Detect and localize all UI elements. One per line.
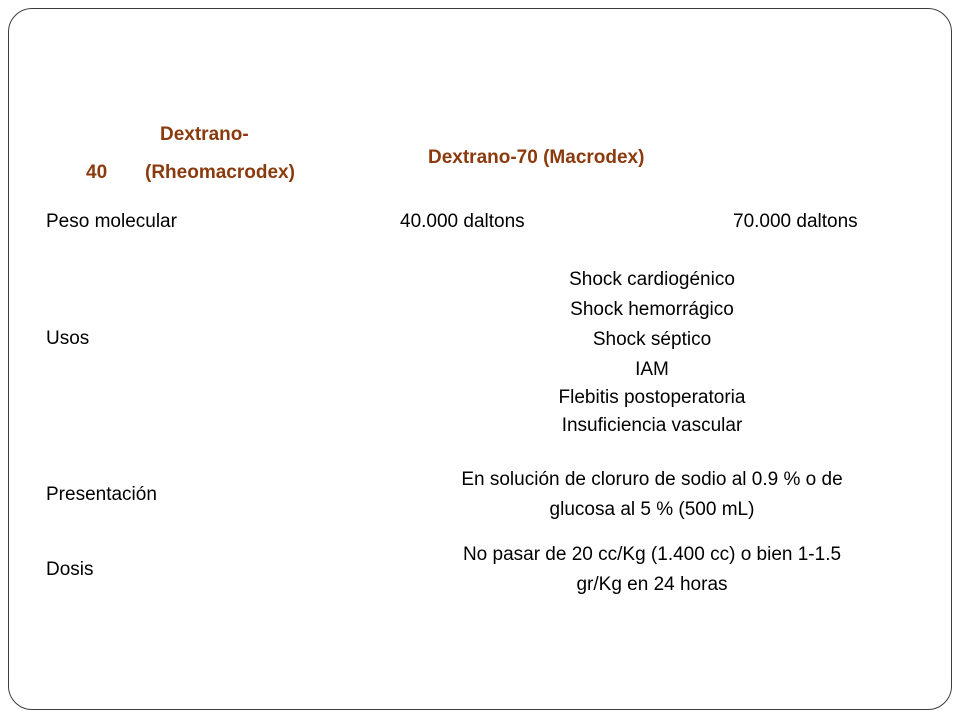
presentacion-text-line2: glucosa al 5 % (500 mL) [549, 499, 755, 520]
peso-dextrano-70: 70.000 daltons [733, 211, 858, 232]
usos-item: IAM [635, 359, 669, 380]
row-label-usos: Usos [46, 328, 90, 349]
header-dextrano-40-number: 40 [86, 162, 108, 183]
peso-dextrano-40: 40.000 daltons [400, 211, 525, 232]
dosis-text-line2: gr/Kg en 24 horas [576, 574, 728, 595]
header-dextrano-40-line1: Dextrano- [160, 124, 249, 145]
presentacion-text-line1: En solución de cloruro de sodio al 0.9 % o de [461, 469, 843, 490]
usos-item: Shock cardiogénico [569, 269, 735, 290]
usos-item: Insuficiencia vascular [561, 415, 743, 436]
row-label-presentacion: Presentación [46, 484, 157, 505]
usos-item: Shock hemorrágico [570, 299, 734, 320]
usos-item: Shock séptico [592, 329, 712, 350]
row-label-peso-molecular: Peso molecular [46, 211, 177, 232]
row-label-dosis: Dosis [46, 559, 94, 580]
header-dextrano-70: Dextrano-70 (Macrodex) [428, 147, 645, 168]
header-dextrano-40-name: (Rheomacrodex) [145, 162, 295, 183]
usos-item: Flebitis postoperatoria [558, 387, 746, 408]
dosis-text-line1: No pasar de 20 cc/Kg (1.400 cc) o bien 1-1.5 [462, 544, 842, 565]
